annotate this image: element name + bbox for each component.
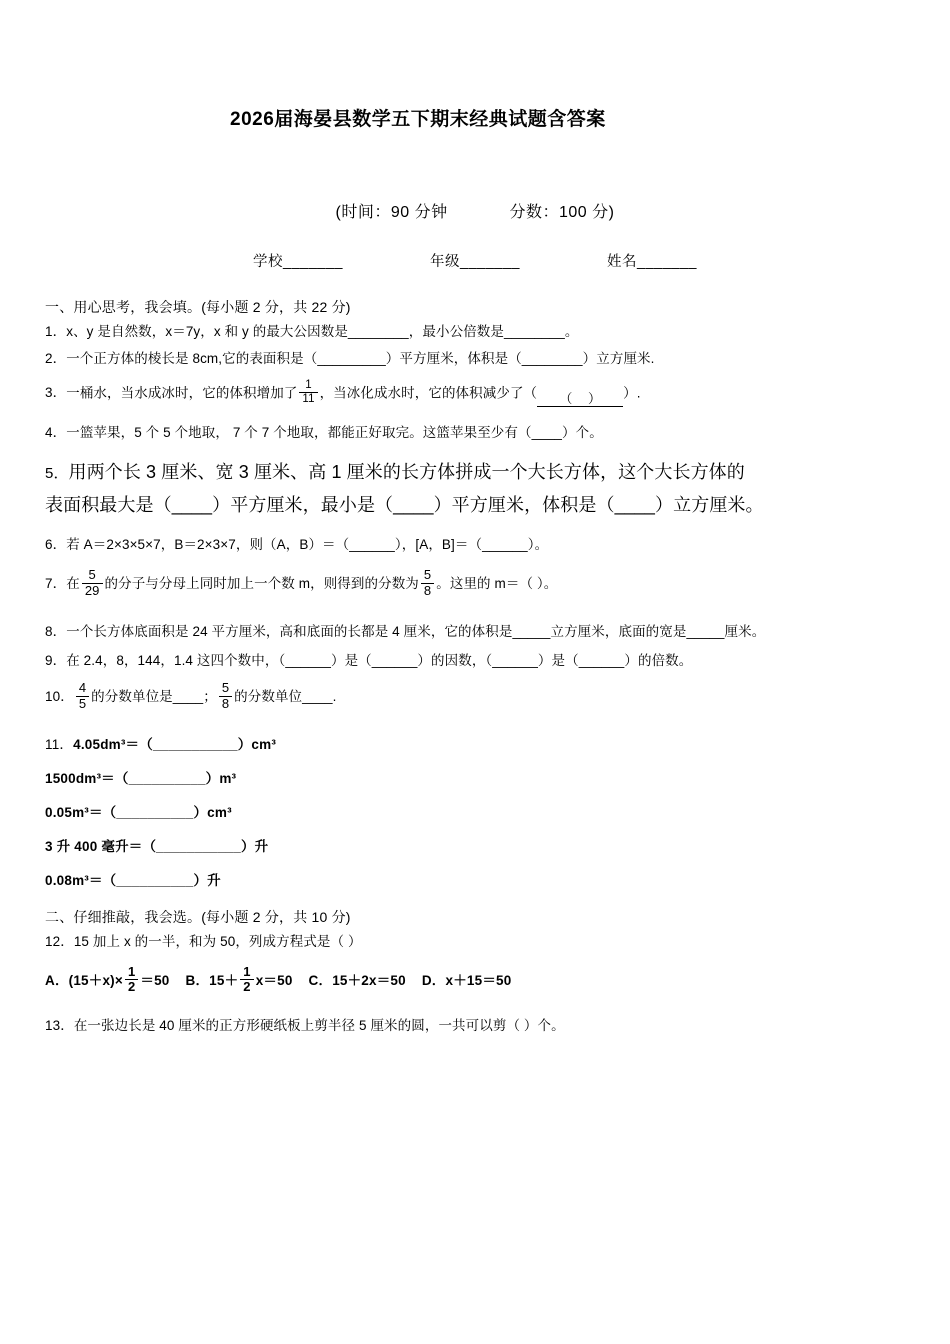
question-8-number: 8． (45, 623, 67, 639)
question-7-text-c: 。这里的 m＝（ ）。 (436, 576, 558, 592)
question-12-number: 12． (45, 934, 74, 950)
question-7-number: 7． (45, 576, 67, 592)
choice-d: D．x＋15＝50 (421, 972, 512, 988)
question-6-text: 若 A＝2×3×5×7，B＝2×3×7，则（A，B）＝（______），[A，B]＝（______）。 (66, 536, 549, 552)
question-3 (45, 380, 905, 407)
question-3-text-c: ）. (623, 384, 641, 400)
question-7-text-b: 的分子与分母上同时加上一个数 m，则得到的分数为 (104, 576, 419, 592)
question-9-number: 9． (45, 653, 67, 669)
fraction-numerator: 5 (221, 680, 230, 696)
question-6 (45, 535, 905, 555)
choice-a-prefix: A．(15＋x)× (45, 972, 123, 988)
choice-c: C．15＋2x＝50 (308, 972, 406, 988)
fraction-four-fifths (76, 681, 89, 712)
question-11-line4-row (45, 835, 905, 855)
question-11-line-4: 3 升 400 毫升＝（___________）升 (45, 839, 269, 855)
question-4 (45, 423, 905, 443)
question-6-number: 6． (45, 536, 67, 552)
question-11-line3-row (45, 801, 905, 821)
fraction-denominator: 11 (299, 392, 317, 406)
fraction-denominator: 2 (125, 979, 138, 995)
exam-score: 分数：100 分) (509, 204, 615, 221)
question-11-line-2: 1500dm³＝（__________）m³ (45, 771, 237, 787)
fraction-numerator: 4 (78, 680, 87, 696)
answer-blank-rule (537, 406, 623, 407)
fraction-five-twentyninths (82, 568, 103, 599)
choice-b-prefix: B．15＋ (185, 972, 239, 988)
question-5-number: 5． (45, 465, 69, 483)
section-heading-multiple-choice: 二、仔细推敲，我会选。(每小题 2 分，共 10 分) (45, 909, 351, 926)
question-1-text: x、y 是自然数，x＝7y，x 和 y 的最大公因数是________，最小公倍数是________。 (66, 324, 579, 339)
question-2-number: 2． (45, 351, 67, 367)
choice-a-suffix: ＝50 (140, 972, 170, 988)
answer-blank-fraction (537, 392, 623, 407)
page-title: 2026届海晏县数学五下期末经典试题含答案 (230, 109, 606, 130)
question-7 (45, 569, 905, 600)
question-8 (45, 622, 905, 642)
exam-meta (45, 199, 905, 222)
question-5-line2: 表面积最大是（____）平方厘米，最小是（____）平方厘米，体积是（____）立方厘米。 (45, 495, 764, 516)
question-9-text: 在 2.4，8，144，1.4 这四个数中，（______）是（______）的因数，（______）是（______）的倍数。 (66, 653, 693, 669)
fraction-numerator: 1 (243, 963, 251, 979)
fraction-one-eleventh (299, 379, 317, 406)
question-3-text-b: ，当冰化成水时，它的体积减少了（ (319, 384, 538, 400)
question-10-text-b: 的分数单位____. (234, 689, 337, 705)
question-3-number: 3． (45, 384, 67, 400)
field-name: 姓名_______ (607, 254, 697, 270)
question-13-text: 在一张边长是 40 厘米的正方形硬纸板上剪半径 5 厘米的圆，一共可以剪（ ）个。 (73, 1018, 565, 1034)
question-12-choices (45, 963, 905, 997)
fraction-numerator: 5 (88, 567, 96, 583)
question-9 (45, 651, 905, 671)
question-11-line-5: 0.08m³＝（__________）升 (45, 873, 221, 889)
fraction-one-half-a (125, 965, 138, 996)
question-10 (45, 682, 905, 713)
fraction-five-eighths-2 (219, 681, 232, 712)
question-10-text-a: 的分数单位是____； (91, 689, 217, 705)
field-grade: 年级_______ (430, 254, 520, 270)
question-13-number: 13． (45, 1018, 74, 1034)
question-12 (45, 932, 905, 952)
question-11-line-3: 0.05m³＝（__________）cm³ (45, 805, 232, 821)
choice-b-suffix: x＝50 (255, 972, 293, 988)
field-school: 学校_______ (253, 254, 343, 270)
fraction-denominator: 5 (76, 696, 89, 712)
question-2-text: 一个正方体的棱长是 8cm,它的表面积是（_________）平方厘米，体积是（________）立方厘米. (66, 351, 655, 367)
answer-blank-paren: （ ） (559, 390, 607, 406)
question-7-text-a: 在 (66, 576, 80, 592)
question-13 (45, 1016, 905, 1036)
question-11-number: 11． (45, 737, 74, 753)
question-5-line1: 用两个长 3 厘米、宽 3 厘米、高 1 厘米的长方体拼成一个大长方体，这个大长方体的 (68, 462, 745, 483)
question-11-line-1: 4.05dm³＝（___________）cm³ (73, 737, 277, 753)
question-10-number: 10． (45, 689, 74, 705)
question-1 (45, 322, 905, 342)
question-11-line5-row (45, 869, 905, 889)
question-11-line2-row (45, 767, 905, 787)
exam-time: (时间：90 分钟 (335, 204, 448, 221)
fraction-five-eighths (421, 568, 434, 599)
question-11 (45, 733, 905, 753)
question-12-text: 15 加上 x 的一半，和为 50，列成方程式是（ ） (73, 934, 362, 950)
fraction-denominator: 2 (240, 979, 253, 995)
student-fields (45, 250, 905, 271)
fraction-denominator: 8 (421, 583, 434, 599)
fraction-numerator: 1 (127, 963, 136, 979)
question-8-text: 一个长方体底面积是 24 平方厘米，高和底面的长都是 4 厘米，它的体积是_____立方厘米，底面的宽是_____厘米。 (66, 623, 766, 639)
question-4-text: 一篮苹果，5 个 5 个地取， 7 个 7 个地取，都能正好取完。这篮苹果至少有（____）个。 (66, 424, 603, 440)
question-1-number: 1． (45, 324, 67, 339)
fraction-denominator: 29 (82, 583, 103, 599)
fraction-one-half-b (240, 965, 253, 996)
question-3-text-a: 一桶水，当水成冰时，它的体积增加了 (66, 384, 298, 400)
question-4-number: 4． (45, 424, 67, 440)
fraction-numerator: 1 (305, 378, 312, 391)
question-5 (45, 456, 905, 489)
question-5-cont (45, 489, 905, 522)
question-2 (45, 349, 905, 369)
fraction-denominator: 8 (219, 696, 232, 712)
fraction-numerator: 5 (423, 567, 432, 583)
section-heading-fill-in: 一、用心思考，我会填。(每小题 2 分，共 22 分) (45, 299, 351, 315)
